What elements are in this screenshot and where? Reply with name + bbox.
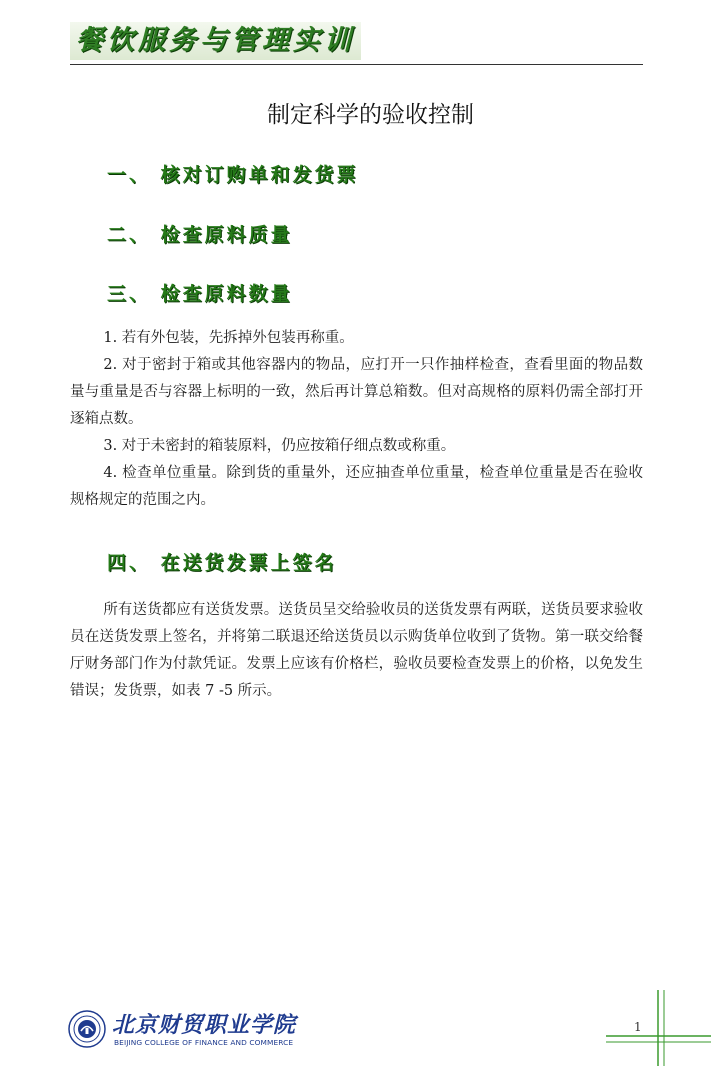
paragraph: 1. 若有外包装，先拆掉外包装再称重。	[103, 330, 354, 346]
corner-crop-mark-icon	[600, 990, 711, 1066]
document-title: 制定科学的验收控制	[267, 102, 474, 128]
paragraph: 2. 对于密封于箱或其他容器内的物品，应打开一只作抽样检查，查看里面的物品数量与重量是否与容器上标明的一致，然后再计算总箱数。但对高规格的原料仍需全部打开逐箱点数。	[70, 357, 643, 427]
section-heading-4: 四、 在送货发票上签名	[107, 552, 337, 574]
section-heading-2: 二、 检查原料质量	[107, 224, 293, 246]
paragraph: 4. 检查单位重量。除到货的重量外，还应抽查单位重量，检查单位重量是否在验收规格规定的范围之内。	[70, 465, 643, 508]
college-name-en: BEIJING COLLEGE OF FINANCE AND COMMERCE	[114, 1038, 294, 1047]
section-heading-3: 三、 检查原料数量	[107, 283, 293, 305]
paragraph: 所有送货都应有送货发票。送货员呈交给验收员的送货发票有两联，送货员要求验收员在送货发票上签名，并将第二联退还给送货员以示购货单位收到了货物。第一联交给餐厅财务部门作为付款凭证。发票上应该有价格栏，验收员要检查发票上的价格，以免发生错误；发货票，如表 7 -5 所示。	[70, 602, 643, 699]
page-number: 1	[634, 1020, 642, 1034]
header-title: 餐饮服务与管理实训	[70, 22, 361, 60]
college-name-cn: 北京财贸职业学院	[112, 1012, 297, 1038]
paragraph: 3. 对于未密封的箱装原料，仍应按箱仔细点数或称重。	[103, 438, 456, 454]
header-divider	[70, 64, 643, 65]
section-3-body	[70, 325, 643, 514]
college-seal-icon	[68, 1010, 106, 1048]
section-heading-1: 一、 核对订购单和发货票	[107, 164, 359, 186]
section-4-body	[70, 597, 643, 705]
college-logo	[68, 1008, 308, 1052]
